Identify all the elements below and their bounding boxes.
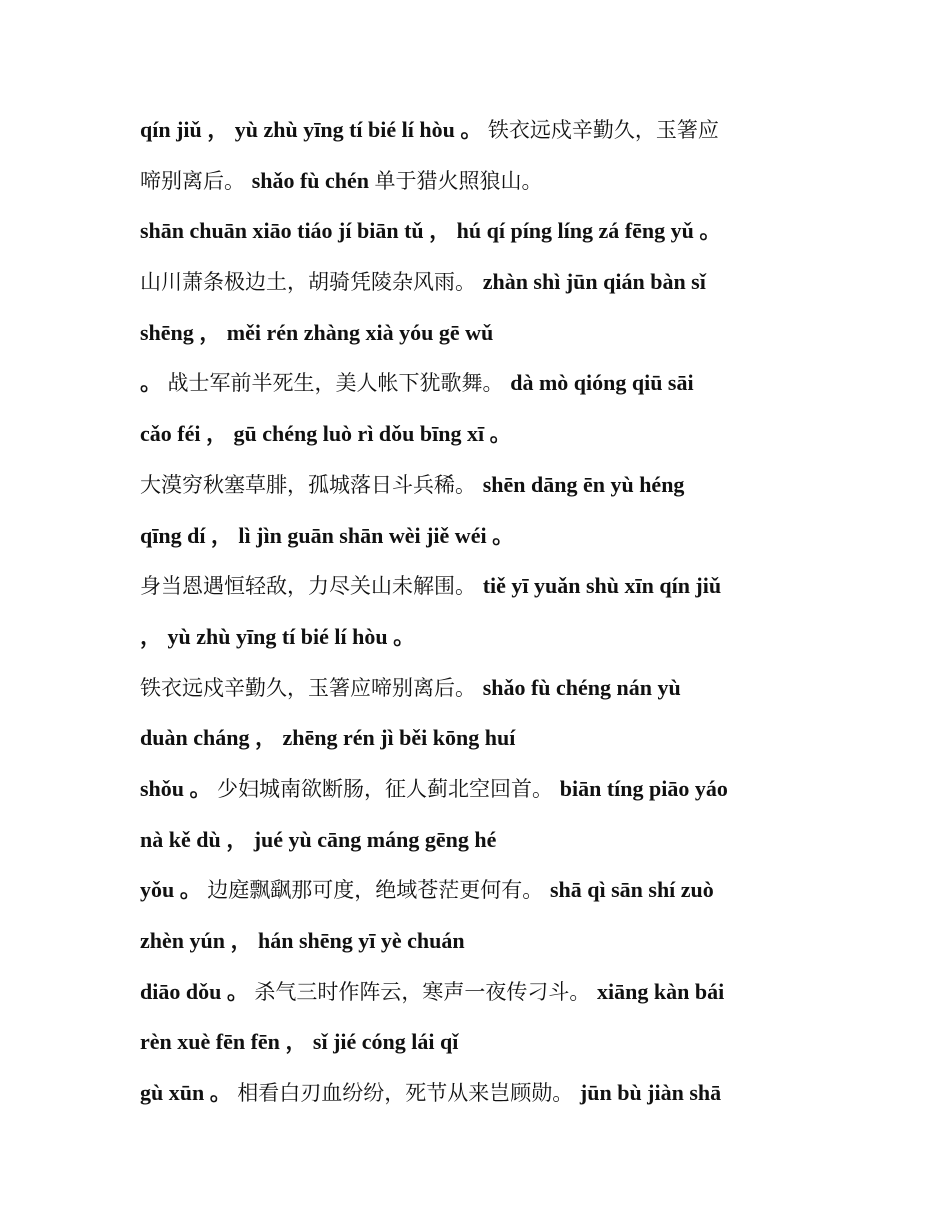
text-line [140, 308, 830, 359]
text-line [140, 713, 830, 764]
text-line [140, 916, 830, 967]
chinese-segment: 单于猎火照狼山。 [374, 168, 543, 193]
text-line [140, 358, 830, 409]
chinese-segment: 少妇城南欲断肠，征人蓟北空回首。 [217, 776, 560, 801]
chinese-segment: 身当恩遇恒轻敌，力尽关山未解围。 [140, 574, 483, 599]
pinyin-segment: duàn cháng ， zhēng rén jì běi kōng huí [140, 725, 516, 751]
pinyin-segment: shān chuān xiāo tiáo jí biān tǔ ， hú qí píng líng zá fēng yǔ 。 [140, 218, 722, 244]
pinyin-segment: tiě yī yuǎn shù xīn qín jiǔ [482, 573, 722, 599]
chinese-segment: 相看白刃血纷纷，死节从来岂顾勋。 [237, 1081, 580, 1106]
text-line [140, 663, 830, 714]
pinyin-segment: diāo dǒu 。 [140, 978, 255, 1004]
pinyin-segment: dà mò qióng qiū sāi [510, 370, 694, 396]
chinese-segment: 杀气三时作阵云，寒声一夜传刁斗。 [254, 979, 598, 1004]
pinyin-segment: ， yù zhù yīng tí bié lí hòu 。 [140, 623, 416, 649]
pinyin-segment: zhàn shì jūn qián bàn sǐ [482, 269, 706, 295]
pinyin-segment: jūn bù jiàn shā [579, 1080, 722, 1106]
pinyin-segment: nà kě dù ， jué yù cāng máng gēng hé [140, 826, 497, 852]
pinyin-segment: biān tíng piāo yáo [559, 775, 728, 801]
pinyin-segment: qín jiǔ ， yù zhù yīng tí bié lí hòu 。 [140, 117, 488, 142]
text-line [140, 967, 830, 1018]
text-line [140, 1017, 830, 1068]
text-line [140, 206, 830, 257]
text-line [140, 1068, 830, 1119]
text-line [140, 460, 830, 511]
chinese-segment: 大漠穷秋塞草腓，孤城落日斗兵稀。 [140, 472, 483, 497]
pinyin-segment: shǒu 。 [140, 775, 218, 801]
text-line [140, 156, 830, 207]
text-line [140, 511, 830, 562]
pinyin-segment: shēng ， měi rén zhàng xià yóu gē wǔ [140, 319, 494, 345]
text-line [140, 105, 830, 156]
pinyin-segment: gù xūn 。 [140, 1080, 238, 1106]
poem-text-block [140, 105, 830, 1119]
chinese-segment: 战士军前半死生，美人帐下犹歌舞。 [167, 371, 511, 396]
text-line [140, 257, 830, 308]
text-line [140, 764, 830, 815]
chinese-segment: 啼别离后。 [140, 168, 252, 193]
pinyin-segment: shā qì sān shí zuò [549, 877, 714, 903]
pinyin-segment: yǒu 。 [140, 877, 208, 903]
chinese-segment: 边庭飘飖那可度，绝域苍茫更何有。 [207, 878, 550, 903]
text-line [140, 561, 830, 612]
chinese-segment: 铁衣远戍辛勤久，玉箸应啼别离后。 [140, 675, 483, 700]
pinyin-segment: xiāng kàn bái [597, 978, 725, 1004]
text-line [140, 612, 830, 663]
pinyin-segment: 。 [140, 370, 168, 396]
chinese-segment: 山川萧条极边土，胡骑凭陵杂风雨。 [140, 270, 483, 295]
pinyin-segment: shēn dāng ēn yù héng [482, 471, 685, 497]
pinyin-segment: qīng dí ， lì jìn guān shān wèi jiě wéi 。 [140, 522, 515, 548]
pinyin-segment: shǎo fù chén [251, 167, 375, 193]
pinyin-segment: zhèn yún ， hán shēng yī yè chuán [140, 928, 465, 953]
chinese-segment: 铁衣远戍辛勤久，玉箸应 [487, 118, 719, 142]
text-line [140, 815, 830, 866]
pinyin-segment: rèn xuè fēn fēn ， sǐ jié cóng lái qǐ [140, 1029, 459, 1055]
pinyin-segment: cǎo féi ， gū chéng luò rì dǒu bīng xī 。 [140, 421, 512, 447]
text-line [140, 409, 830, 460]
pinyin-segment: shǎo fù chéng nán yù [482, 674, 681, 700]
text-line [140, 865, 830, 916]
